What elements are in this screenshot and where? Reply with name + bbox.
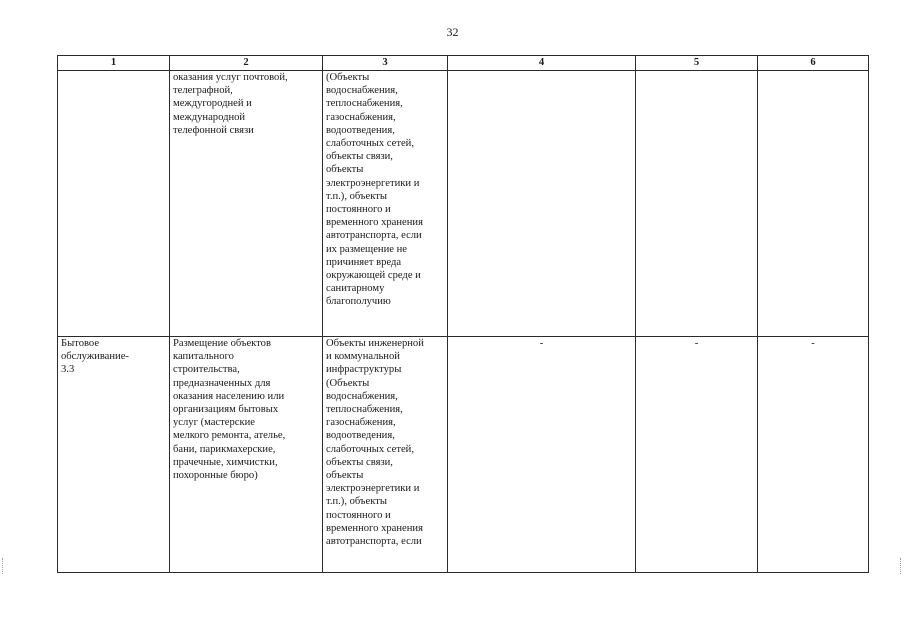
scan-edge-mark-left [2,558,5,574]
column-header-1: 1 [58,56,170,71]
table-cell-auxiliary-uses: Объекты инженерной и коммунальной инфраструктуры (Объекты водоснабжения, теплоснабжения, газоснабжения, водоотведения, слаботочных сетей, объекты связи, объекты электроэнергетики и т.п.), объекты постоянного и временного хранения автотранспорта, если [323,337,448,573]
table-cell-col4: - [448,337,636,573]
table-cell-use-description: оказания услуг почтовой, телеграфной, междугородней и международной телефонной связи [170,71,323,337]
table-header-row [58,56,869,71]
column-header-3: 3 [323,56,448,71]
scan-edge-mark-right [900,558,903,574]
table-cell-col6: - [758,337,869,573]
column-header-2: 2 [170,56,323,71]
table-cell-auxiliary-uses: (Объекты водоснабжения, теплоснабжения, газоснабжения, водоотведения, слаботочных сетей, объекты связи, объекты электроэнергетики и т.п.), объекты постоянного и временного хранения автотранспорта, если их размещение не причиняет вреда окружающей среде и санитарному благополучию [323,71,448,337]
regulations-table [57,55,869,573]
table-cell-use-name: Бытовое обслуживание- 3.3 [58,337,170,573]
column-header-6: 6 [758,56,869,71]
table-cell-use-description: Размещение объектов капитального строительства, предназначенных для оказания населению или организациям бытовых услуг (мастерские мелкого ремонта, ателье, бани, парикмахерские, прачечные, химчистки, похоронные бюро) [170,337,323,573]
table-cell-col6 [758,71,869,337]
table-cell-col5: - [636,337,758,573]
table-row [58,71,869,337]
table-cell-col5 [636,71,758,337]
table-cell-use-name [58,71,170,337]
column-header-5: 5 [636,56,758,71]
page-number: 32 [446,25,459,39]
column-header-4: 4 [448,56,636,71]
table-row [58,337,869,573]
table-cell-col4 [448,71,636,337]
